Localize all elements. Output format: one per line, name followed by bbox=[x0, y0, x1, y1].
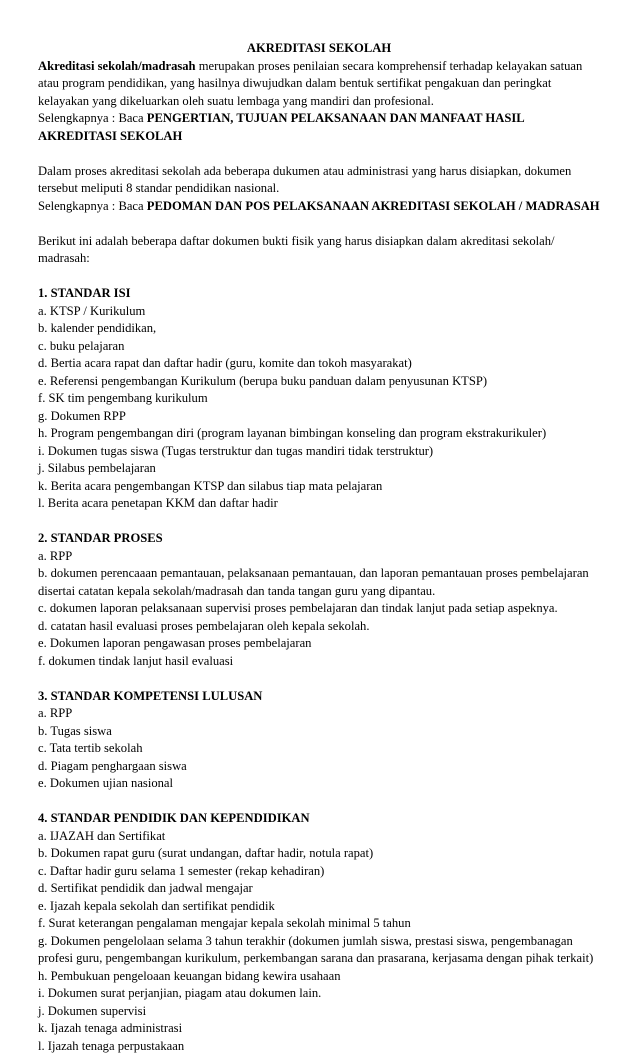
document-item: b. kalender pendidikan, bbox=[38, 320, 600, 338]
section-heading: 3. STANDAR KOMPETENSI LULUSAN bbox=[38, 688, 600, 706]
document-item: k. Berita acara pengembangan KTSP dan silabus tiap mata pelajaran bbox=[38, 478, 600, 496]
document-item: c. Daftar hadir guru selama 1 semester (rekap kehadiran) bbox=[38, 863, 600, 881]
document-item: e. Dokumen laporan pengawasan proses pembelajaran bbox=[38, 635, 600, 653]
document-item: b. dokumen perencaaan pemantauan, pelaksanaan pemantauan, dan laporan pemantauan proses pembelajaran disertai catatan kepala sekolah/madrasah dan tanda tangan guru yang dipantau. bbox=[38, 565, 600, 600]
document-item: g. Dokumen pengelolaan selama 3 tahun terakhir (dokumen jumlah siswa, prestasi siswa, pengembanagan profesi guru, pengembangan kurikulum, perkembangan sarana dan prasarana, kerjasama dengan pihak terkait) bbox=[38, 933, 600, 968]
document-item: c. Tata tertib sekolah bbox=[38, 740, 600, 758]
document-item: j. Dokumen supervisi bbox=[38, 1003, 600, 1021]
read-more-2-prefix: Selengkapnya : Baca bbox=[38, 199, 147, 213]
document-item: a. KTSP / Kurikulum bbox=[38, 303, 600, 321]
document-item: c. buku pelajaran bbox=[38, 338, 600, 356]
section-heading: 2. STANDAR PROSES bbox=[38, 530, 600, 548]
spacer bbox=[38, 268, 600, 286]
document-item-list bbox=[38, 303, 600, 513]
document-item: a. RPP bbox=[38, 705, 600, 723]
standard-section bbox=[38, 688, 600, 793]
document-item: h. Pembukuan pengeloaan keuangan bidang kewira usahaan bbox=[38, 968, 600, 986]
document-item: j. Silabus pembelajaran bbox=[38, 460, 600, 478]
read-more-1-link[interactable]: PENGERTIAN, TUJUAN PELAKSANAAN DAN MANFAAT HASIL AKREDITASI SEKOLAH bbox=[38, 111, 524, 143]
document-item: d. Piagam penghargaan siswa bbox=[38, 758, 600, 776]
document-item: a. IJAZAH dan Sertifikat bbox=[38, 828, 600, 846]
document-page bbox=[38, 40, 600, 1055]
document-item-list bbox=[38, 705, 600, 793]
standard-section bbox=[38, 810, 600, 1055]
document-item: d. Bertia acara rapat dan daftar hadir (guru, komite dan tokoh masyarakat) bbox=[38, 355, 600, 373]
spacer bbox=[38, 513, 600, 531]
document-item: f. dokumen tindak lanjut hasil evaluasi bbox=[38, 653, 600, 671]
document-item: d. catatan hasil evaluasi proses pembelajaran oleh kepala sekolah. bbox=[38, 618, 600, 636]
document-item-list bbox=[38, 828, 600, 1055]
section-heading: 1. STANDAR ISI bbox=[38, 285, 600, 303]
read-more-2-link[interactable]: PEDOMAN DAN POS PELAKSANAAN AKREDITASI SEKOLAH / MADRASAH bbox=[147, 199, 600, 213]
read-more-1-prefix: Selengkapnya : Baca bbox=[38, 111, 147, 125]
spacer bbox=[38, 793, 600, 811]
document-item: h. Program pengembangan diri (program layanan bimbingan konseling dan program ekstrakurikuler) bbox=[38, 425, 600, 443]
document-item: c. dokumen laporan pelaksanaan supervisi proses pembelajaran dan tindak lanjut pada setiap aspeknya. bbox=[38, 600, 600, 618]
document-item: i. Dokumen tugas siswa (Tugas terstruktur dan tugas mandiri tidak terstruktur) bbox=[38, 443, 600, 461]
standard-section bbox=[38, 530, 600, 670]
document-item: e. Ijazah kepala sekolah dan sertifikat pendidik bbox=[38, 898, 600, 916]
section-heading: 4. STANDAR PENDIDIK DAN KEPENDIDIKAN bbox=[38, 810, 600, 828]
document-item-list bbox=[38, 548, 600, 671]
document-item: b. Tugas siswa bbox=[38, 723, 600, 741]
intro-term: Akreditasi sekolah/madrasah bbox=[38, 59, 196, 73]
read-more-1 bbox=[38, 110, 600, 145]
document-item: l. Berita acara penetapan KKM dan daftar hadir bbox=[38, 495, 600, 513]
document-item: e. Dokumen ujian nasional bbox=[38, 775, 600, 793]
standards-list bbox=[38, 268, 600, 1055]
intro-text: merupakan proses penilaian secara komprehensif terhadap kelayakan satuan atau program pendidikan, yang hasilnya diwujudkan dalam bentuk sertifikat pengakuan dan peringkat kelayakan yang dikeluarkan oleh suatu lembaga yang mandiri dan profesional. bbox=[38, 59, 582, 108]
intro-paragraph bbox=[38, 58, 600, 111]
document-item: l. Ijazah tenaga perpustakaan bbox=[38, 1038, 600, 1055]
document-item: k. Ijazah tenaga administrasi bbox=[38, 1020, 600, 1038]
document-item: f. Surat keterangan pengalaman mengajar kepala sekolah minimal 5 tahun bbox=[38, 915, 600, 933]
document-item: e. Referensi pengembangan Kurikulum (berupa buku panduan dalam penyusunan KTSP) bbox=[38, 373, 600, 391]
paragraph-3: Berikut ini adalah beberapa daftar dokumen bukti fisik yang harus disiapkan dalam akreditasi sekolah/ madrasah: bbox=[38, 233, 600, 268]
spacer bbox=[38, 145, 600, 163]
document-item: d. Sertifikat pendidik dan jadwal mengajar bbox=[38, 880, 600, 898]
document-title: AKREDITASI SEKOLAH bbox=[38, 40, 600, 58]
paragraph-2: Dalam proses akreditasi sekolah ada beberapa dukumen atau administrasi yang harus disiapkan, dokumen tersebut meliputi 8 standar pendidikan nasional. bbox=[38, 163, 600, 198]
spacer bbox=[38, 670, 600, 688]
document-item: a. RPP bbox=[38, 548, 600, 566]
standard-section bbox=[38, 285, 600, 513]
document-item: b. Dokumen rapat guru (surat undangan, daftar hadir, notula rapat) bbox=[38, 845, 600, 863]
read-more-2 bbox=[38, 198, 600, 216]
document-item: f. SK tim pengembang kurikulum bbox=[38, 390, 600, 408]
document-item: g. Dokumen RPP bbox=[38, 408, 600, 426]
spacer bbox=[38, 215, 600, 233]
document-item: i. Dokumen surat perjanjian, piagam atau dokumen lain. bbox=[38, 985, 600, 1003]
